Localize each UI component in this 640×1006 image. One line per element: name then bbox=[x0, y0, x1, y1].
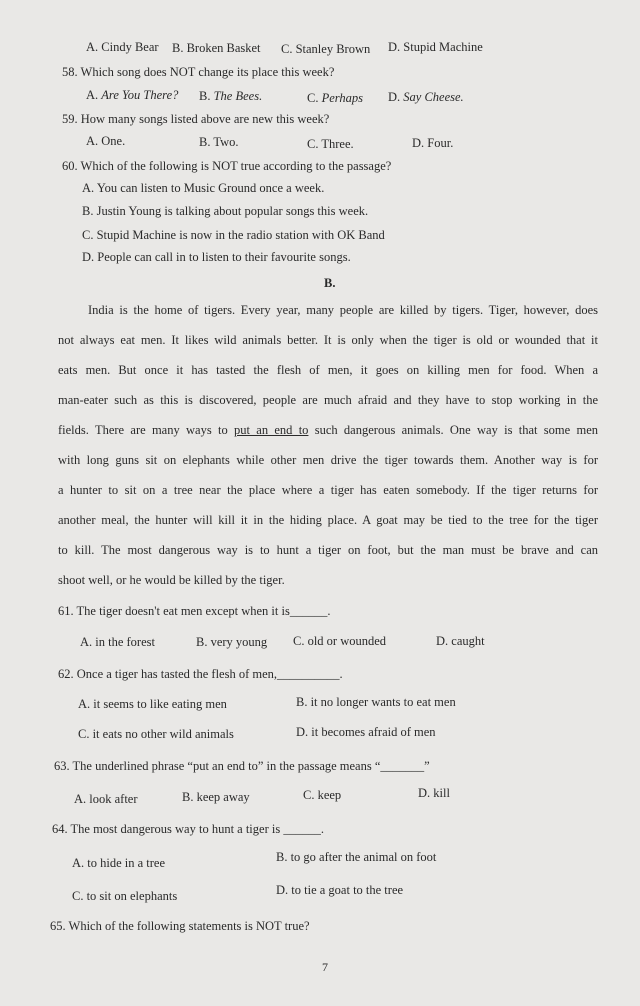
q58-option-d: D. Say Cheese. bbox=[388, 90, 464, 104]
q57-option-b: B. Broken Basket bbox=[172, 41, 261, 55]
q64-option-b: B. to go after the animal on foot bbox=[276, 850, 437, 864]
passage-line-9: to kill. The most dangerous way is to hunt a tiger on foot, but the man must be brave and can bbox=[58, 543, 598, 557]
q65-stem: 65. Which of the following statements is NOT true? bbox=[50, 919, 310, 933]
passage-line-3: eats men. But once it has tasted the flesh of men, it goes on killing men for food. When a bbox=[58, 363, 598, 377]
q64-stem: 64. The most dangerous way to hunt a tiger is ______. bbox=[52, 822, 324, 836]
q62-option-c: C. it eats no other wild animals bbox=[78, 727, 234, 741]
q62-option-a: A. it seems to like eating men bbox=[78, 697, 227, 711]
q63-option-c: C. keep bbox=[303, 788, 342, 802]
q60-option-d: D. People can call in to listen to their favourite songs. bbox=[82, 250, 351, 264]
passage-line-7: a hunter to sit on a tree near the place where a tiger has eaten somebody. If the tiger returns for bbox=[58, 483, 598, 497]
q61-option-c: C. old or wounded bbox=[293, 634, 387, 648]
q58-option-b: B. The Bees. bbox=[199, 89, 263, 103]
q60-option-b: B. Justin Young is talking about popular songs this week. bbox=[82, 204, 369, 218]
q60-stem: 60. Which of the following is NOT true according to the passage? bbox=[62, 159, 392, 173]
q63-stem: 63. The underlined phrase “put an end to” in the passage means “_______” bbox=[54, 759, 430, 773]
q59-option-c: C. Three. bbox=[307, 137, 354, 151]
q63-option-b: B. keep away bbox=[182, 790, 250, 804]
q61-option-a: A. in the forest bbox=[80, 635, 155, 649]
q62-option-d: D. it becomes afraid of men bbox=[296, 725, 436, 739]
q62-option-b: B. it no longer wants to eat men bbox=[296, 695, 456, 709]
passage-line-2: not always eat men. It likes wild animals better. It is only when the tiger is old or wounded that it bbox=[58, 333, 598, 347]
q63-option-d: D. kill bbox=[418, 786, 450, 800]
q60-option-c: C. Stupid Machine is now in the radio station with OK Band bbox=[82, 228, 385, 242]
q64-option-c: C. to sit on elephants bbox=[72, 889, 178, 903]
q63-option-a: A. look after bbox=[74, 792, 138, 806]
q61-option-d: D. caught bbox=[436, 634, 485, 648]
passage-line-8: another meal, the hunter will kill it in the hiding place. A goat may be tied to the tree for the tiger bbox=[58, 513, 598, 527]
page-number: 7 bbox=[322, 960, 328, 974]
q57-option-c: C. Stanley Brown bbox=[281, 42, 371, 56]
q61-option-b: B. very young bbox=[196, 635, 268, 649]
q62-stem: 62. Once a tiger has tasted the flesh of men,__________. bbox=[58, 667, 343, 681]
q64-option-d: D. to tie a goat to the tree bbox=[276, 883, 404, 897]
q58-option-a: A. Are You There? bbox=[86, 88, 179, 102]
passage-line-6: with long guns sit on elephants while other men drive the tiger towards them. Another way is for bbox=[58, 453, 598, 467]
q58-stem: 58. Which song does NOT change its place this week? bbox=[62, 65, 335, 79]
q58-option-c: C. Perhaps bbox=[307, 91, 364, 105]
q59-stem: 59. How many songs listed above are new this week? bbox=[62, 112, 330, 126]
q59-option-a: A. One. bbox=[86, 134, 126, 148]
passage-line-4: man-eater such as this is discovered, people are much afraid and they have to stop working in the bbox=[58, 393, 598, 407]
q64-option-a: A. to hide in a tree bbox=[72, 856, 166, 870]
q59-option-d: D. Four. bbox=[412, 136, 454, 150]
q57-option-d: D. Stupid Machine bbox=[388, 40, 483, 54]
q59-option-b: B. Two. bbox=[199, 135, 239, 149]
q57-option-a: A. Cindy Bear bbox=[86, 40, 159, 54]
passage-line-1: India is the home of tigers. Every year, many people are killed by tigers. Tiger, however, does bbox=[88, 303, 598, 317]
section-b-heading: B. bbox=[324, 276, 336, 290]
passage-line-5: fields. There are many ways to put an end to such dangerous animals. One way is that some men bbox=[58, 423, 598, 437]
q61-stem: 61. The tiger doesn't eat men except when it is______. bbox=[58, 604, 331, 618]
underlined-phrase: put an end to bbox=[234, 423, 309, 437]
passage-line-10: shoot well, or he would be killed by the tiger. bbox=[58, 573, 285, 587]
q60-option-a: A. You can listen to Music Ground once a week. bbox=[82, 181, 325, 195]
